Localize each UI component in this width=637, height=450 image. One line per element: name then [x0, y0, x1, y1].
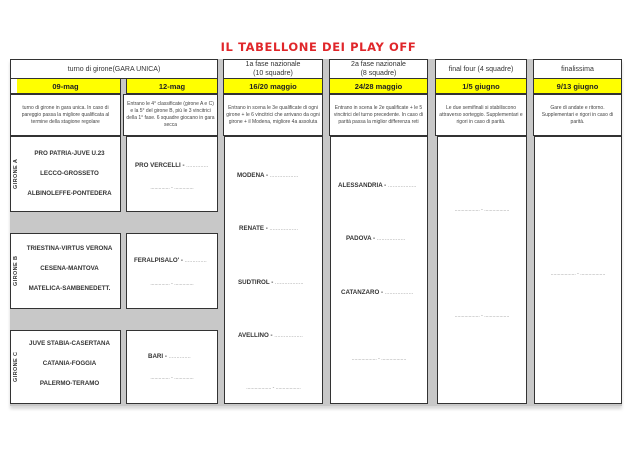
- team-name: ALESSANDRIA -: [338, 182, 388, 189]
- semifinal-2: .................. - ..................: [454, 313, 510, 319]
- opponent-placeholder: ..................: [275, 280, 304, 286]
- final-four-column: [437, 136, 527, 404]
- team-name: RENATE -: [239, 225, 270, 232]
- team-name: MODENA -: [237, 172, 270, 179]
- girone-a-label: GIRONE A: [13, 158, 19, 189]
- date-finalissima: 9/13 giugno: [533, 79, 622, 94]
- header-fase1-line2: (10 squadre): [253, 70, 293, 77]
- girone-b-match-3: MATELICA-SAMBENEDETT.: [28, 285, 111, 292]
- girone-c-seeded-match: [148, 353, 191, 360]
- girone-a-matches: [10, 136, 121, 212]
- header-fase1: [223, 59, 323, 79]
- fase1-match-avellino: [238, 332, 303, 339]
- description-fase2: Entrano in scena le 2e qualificate + le 5 vincitrici del turno precedente. In caso di parità passa la miglior differenza reti: [329, 94, 428, 136]
- girone-c-matches: [10, 330, 121, 404]
- fase1-match-modena: [237, 172, 298, 179]
- girone-a-match-3: ALBINOLEFFE-PONTEDERA: [27, 190, 112, 197]
- girone-a-match-2: LECCO-GROSSETO: [40, 170, 99, 177]
- opponent-placeholder: ..................: [376, 236, 406, 242]
- fase1-open-match: .................. - ..................: [246, 385, 301, 391]
- date-fase1: 16/20 maggio: [223, 79, 323, 94]
- header-turno-girone: turno di girone(GARA UNICA): [10, 59, 218, 79]
- girone-b-match-2: CESENA-MANTOVA: [40, 265, 99, 272]
- description-12-mag: Entrano le 4° classificate (girone A e C) e la 5° del girone B, più le 3 vincitrici della 1° fase. 6 squadre giocano in gara secca: [123, 94, 218, 136]
- description-fase1: Entrano in scena le 3e qualificate di ogni girone + le 6 vincitrici che arrivano da ogni girone + il Modena, migliore 4a assoluta: [223, 94, 323, 136]
- fase2-column: [330, 136, 428, 404]
- girone-b-seeded-match: [134, 257, 207, 264]
- fase1-column: [224, 136, 323, 404]
- girone-c-second-round: [126, 330, 218, 404]
- team-name: CATANZARO -: [341, 289, 385, 296]
- team-name: PADOVA -: [346, 235, 377, 242]
- semifinal-1: .................. - ..................: [454, 207, 510, 213]
- header-finalissima: finalissima: [533, 59, 622, 79]
- team-name: PRO VERCELLI -: [135, 162, 187, 169]
- opponent-placeholder: ..................: [269, 173, 299, 179]
- opponent-placeholder: ..................: [384, 290, 414, 296]
- girone-a-second-round: [126, 136, 218, 212]
- fase2-match-alessandria: [338, 182, 417, 189]
- team-name: FERALPISALO' -: [134, 257, 185, 264]
- team-name: BARI -: [148, 353, 169, 360]
- girone-c-match-1: JUVE STABIA-CASERTANA: [29, 340, 110, 347]
- team-name: AVELLINO -: [238, 332, 275, 339]
- opponent-placeholder: ..................: [269, 226, 299, 232]
- girone-c-match-2: CATANIA-FOGGIA: [42, 360, 97, 367]
- fase2-match-catanzaro: [341, 289, 413, 296]
- fase1-match-sudtirol: [238, 279, 304, 286]
- girone-b-matches: [10, 233, 121, 309]
- girone-b-second-round: [126, 233, 218, 309]
- girone-a-open-match: .............. - ..............: [150, 185, 194, 191]
- opponent-placeholder: ..............: [186, 163, 209, 169]
- date-12-mag: 12-mag: [126, 79, 218, 94]
- date-09-mag: 09-mag: [10, 79, 121, 94]
- header-fase2-line2: (8 squadre): [360, 70, 397, 77]
- header-fase1-line1: 1a fase nazionale: [245, 61, 301, 68]
- fase1-match-renate: [239, 225, 298, 232]
- opponent-placeholder: ..................: [274, 333, 303, 339]
- team-name: SUDTIROL -: [238, 279, 276, 286]
- description-finalissima: Gare di andate e ritorno. Supplementari e rigori in caso di parità.: [533, 94, 622, 136]
- header-fase2-line1: 2a fase nazionale: [351, 61, 406, 68]
- header-final-four: final four (4 squadre): [435, 59, 527, 79]
- girone-c-open-match: .............. - ..............: [150, 375, 194, 381]
- girone-b-match-1: TRIESTINA-VIRTUS VERONA: [26, 245, 113, 252]
- girone-a-seeded-match: [135, 162, 208, 169]
- page-title: IL TABELLONE DEI PLAY OFF: [220, 40, 417, 54]
- opponent-placeholder: ..................: [387, 183, 417, 189]
- finalissima-column: [534, 136, 622, 404]
- final-match: .................. - ..................: [550, 271, 606, 277]
- opponent-placeholder: ..............: [168, 354, 191, 360]
- date-final-four: 1/5 giugno: [435, 79, 527, 94]
- fase2-open-match: .................. - ..................: [351, 356, 407, 362]
- girone-c-label: GIRONE C: [13, 351, 19, 382]
- description-turno-girone: turno di girone in gara unica. In caso di pareggio passa la migliore qualificata al termine della stagione regolare: [10, 94, 121, 136]
- opponent-placeholder: ..............: [184, 258, 207, 264]
- fase2-match-padova: [346, 235, 405, 242]
- date-fase2: 24/28 maggio: [329, 79, 428, 94]
- girone-b-label: GIRONE B: [13, 255, 19, 286]
- girone-a-match-1: PRO PATRIA-JUVE U.23: [34, 150, 105, 157]
- description-final-four: Le due semifinali si stabiliscono attraverso sorteggio. Supplementari e rigori in caso di parità.: [435, 94, 527, 136]
- header-fase2: [329, 59, 428, 79]
- girone-c-match-3: PALERMO-TERAMO: [39, 380, 100, 387]
- girone-b-open-match: .............. - ..............: [150, 281, 194, 287]
